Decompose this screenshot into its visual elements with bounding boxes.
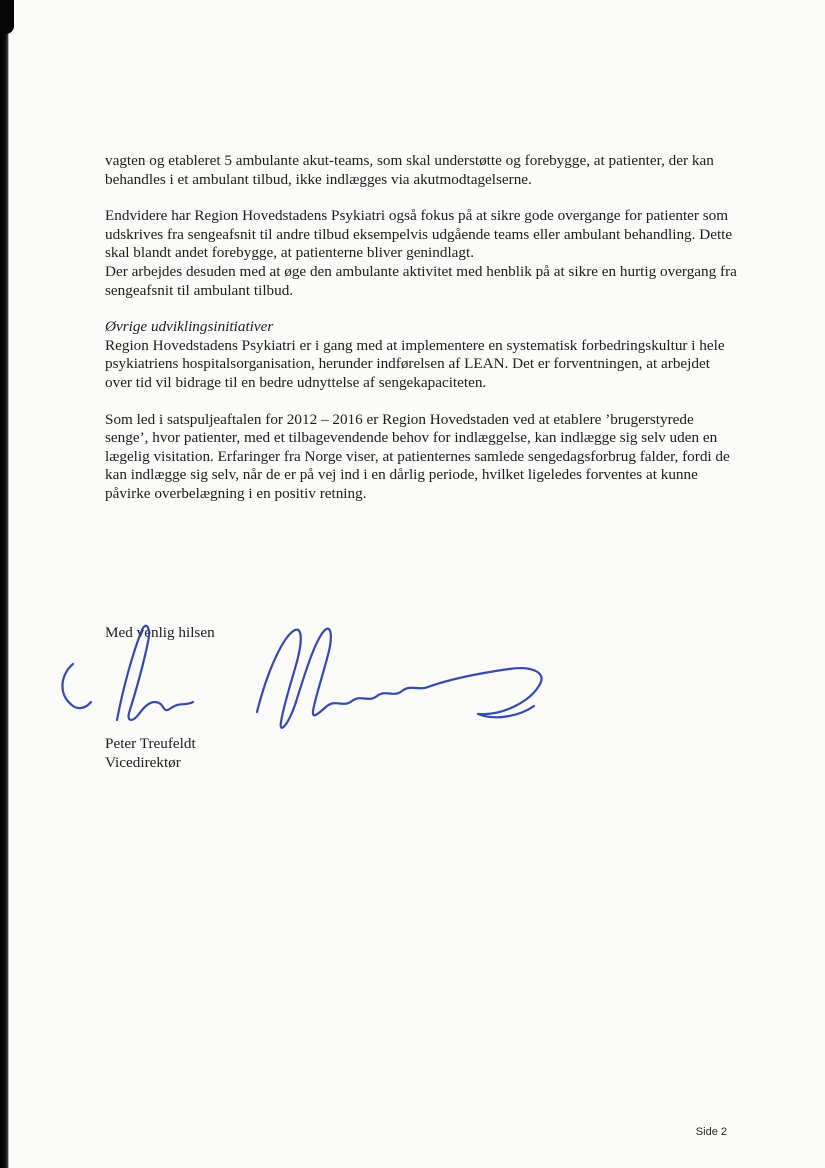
signature-stroke [62,626,541,728]
page-number: Side 2 [695,1126,727,1138]
closing-salutation: Med venlig hilsen [105,623,215,641]
page-footer [696,1126,727,1138]
paragraph: Der arbejdes desuden med at øge den ambulante aktivitet med henblik på at sikre en hurtig overgang fra sengeafsnit til ambulant tilbud. [105,262,737,299]
signer-title: Vicedirektør [105,754,181,772]
paragraph: Som led i satspuljeaftalen for 2012 – 2016 er Region Hovedstaden ved at etablere ’brugerstyrede senge’, hvor patienter, med et tilbagevendende behov for indlæggelse, kan indlægge sig selv uden en lægelig visitation. Erfaringer fra Norge viser, at patienternes samlede sengedagsforbrug falder, fordi de kan indlægge sig selv, når de er på vej ind i en dårlig periode, hvilket ligeledes forventes at kunne påvirke overbelægning i en positiv retning. [105,410,730,502]
paragraph: vagten og etableret 5 ambulante akut-teams, som skal understøtte og forebygge, at patienter, der kan behandles i et ambulant tilbud, ikke indlægges via akutmodtagelserne. [105,152,714,188]
signoff-block [105,624,737,773]
letter-body [105,152,737,772]
paragraph: Region Hovedstadens Psykiatri er i gang med at implementere en systematisk forbedringskultur i hele psykiatriens hospitalsorganisation, herunder indførelsen af LEAN. Det er forventningen, at arbejdet over tid vil bidrage til en bedre udnyttelse af sengekapaciteten. [105,336,725,391]
paragraph: Endvidere har Region Hovedstadens Psykiatri også fokus på at sikre gode overgange for patienter som udskrives fra sengeafsnit til andre tilbud eksempelvis udgående teams eller ambulant behandling. Dette skal blandt andet forebygge, at patienterne bliver genindlagt. [105,207,733,262]
signer-name: Peter Treufeldt [105,735,196,753]
section-heading: Øvrige udviklingsinitiativer [105,318,274,336]
signature [105,642,737,734]
scan-edge-artifact [0,0,9,1168]
scan-corner-artifact [0,0,14,34]
